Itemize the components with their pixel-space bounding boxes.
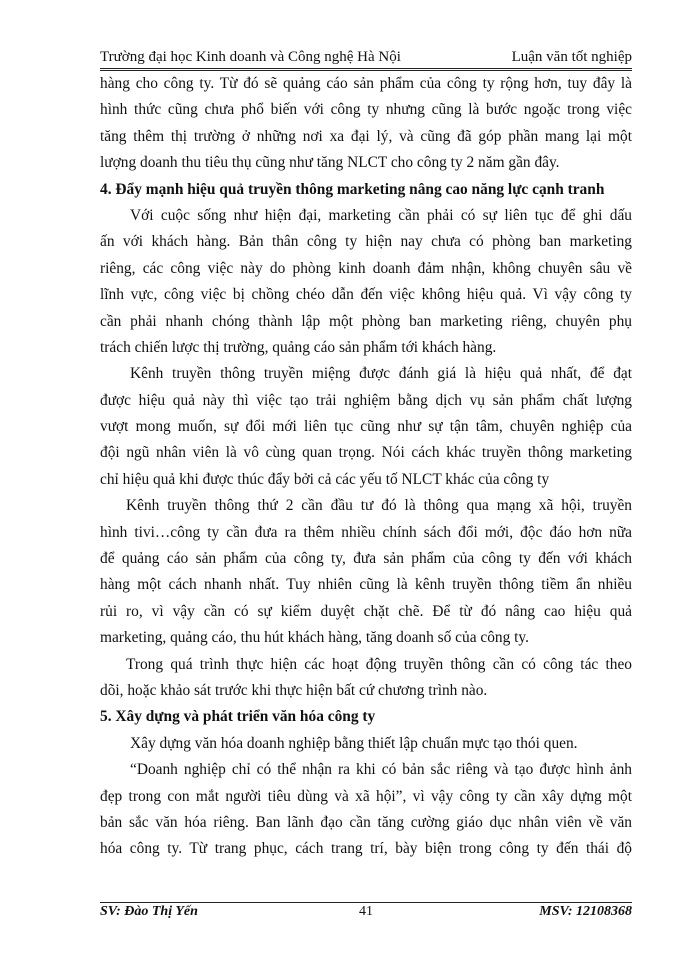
text-line: Xây dựng văn hóa doanh nghiệp bằng thiết lập chuẩn mực tạo thói quen. bbox=[130, 734, 578, 752]
text-line: vượt mong muốn, sự đổi mới liên tục cũng như sự tận tâm, chuyên nghiệp của bbox=[100, 418, 632, 436]
page-body bbox=[100, 71, 632, 863]
text-line: lĩnh vực, công việc bị chồng chéo dẫn đến việc không hiệu quả. Vì vậy công ty bbox=[100, 286, 632, 304]
text-line: marketing, quảng cáo, thu hút khách hàng, tăng doanh số của công ty. bbox=[100, 629, 529, 647]
text-line: ấn với khách hàng. Bản thân công ty hiện nay chưa có phòng ban marketing bbox=[100, 233, 632, 251]
text-line: rủi ro, vì vậy cần có sự kiểm duyệt chặt chẽ. Để từ đó nâng cao hiệu quả bbox=[100, 602, 632, 620]
page-footer bbox=[100, 904, 632, 924]
text-line: “Doanh nghiệp chỉ có thể nhận ra khi có bản sắc riêng và tạo được hình ảnh bbox=[130, 761, 632, 779]
text-line: Kênh truyền thông thứ 2 cần đầu tư đó là thông qua mạng xã hội, truyền bbox=[126, 497, 632, 515]
text-line: hàng một cách nhanh nhất. Tuy nhiên cũng là kênh truyền thông tiềm ẩn nhiều bbox=[100, 576, 632, 594]
text-line: đẹp trong con mắt người tiêu dùng và xã hội”, vì vậy công ty cần xây dựng một bbox=[100, 787, 632, 805]
section-heading-5: 5. Xây dựng và phát triển văn hóa công ty bbox=[100, 708, 376, 726]
text-line: trách chiến lược thị trường, quảng cáo sản phẩm tới khách hàng. bbox=[100, 338, 497, 356]
text-line: hình tivi…công ty cần đưa ra thêm nhiều chính sách đổi mới, độc đáo hơn nữa bbox=[100, 523, 632, 541]
text-line: lượng doanh thu tiêu thụ cũng như tăng NLCT cho công ty 2 năm gần đây. bbox=[100, 154, 560, 172]
text-line: hình thức cũng chưa phổ biến với công ty nhưng cũng là bước ngoặc trong việc bbox=[100, 101, 632, 119]
text-line: bản sắc văn hóa riêng. Ban lãnh đạo cần tăng cường giáo dục nhân viên về văn bbox=[100, 813, 632, 831]
text-line: riêng, các công việc này do phòng kinh doanh đảm nhận, không chuyên sâu về bbox=[100, 259, 632, 277]
text-line: dõi, hoặc khảo sát trước khi thực hiện bất cứ chương trình nào. bbox=[100, 681, 488, 699]
text-line: chỉ hiệu quả khi được thúc đẩy bởi cả các yếu tố NLCT khác của công ty bbox=[100, 470, 550, 488]
section-heading-4: 4. Đẩy mạnh hiệu quả truyền thông marketing nâng cao năng lực cạnh tranh bbox=[100, 180, 605, 198]
text-line: Trong quá trình thực hiện các hoạt động truyền thông cần có công tác theo bbox=[126, 655, 632, 673]
text-line: cần phải nhanh chóng thành lập một phòng ban marketing riêng, chuyên phụ bbox=[100, 312, 632, 330]
text-line: Kênh truyền thông truyền miệng được đánh giá là hiệu quả nhất, để đạt bbox=[130, 365, 632, 383]
text-line: để quảng cáo sản phẩm của công ty, đưa sản phẩm của công ty đến với khách bbox=[100, 550, 632, 568]
footer-divider bbox=[100, 902, 632, 903]
page-header bbox=[100, 44, 632, 66]
text-line: Với cuộc sống như hiện đại, marketing cần phải có sự liên tục để ghi dấu bbox=[130, 206, 632, 224]
footer-student-name: SV: Đào Thị Yến bbox=[100, 904, 198, 919]
footer-page-number: 41 bbox=[359, 904, 373, 919]
text-line: hàng cho công ty. Từ đó sẽ quảng cáo sản phẩm của công ty rộng hơn, tuy đây là bbox=[100, 75, 632, 92]
text-line: đội ngũ nhân viên là vô cùng quan trọng. Nói cách khác truyền thông marketing bbox=[100, 444, 632, 462]
text-line: tăng thêm thị trường ở những nơi xa đại lý, và cũng đã góp phần mang lại một bbox=[100, 127, 632, 145]
text-line: hóa công ty. Từ trang phục, cách trang trí, bày biện trong công ty đến thái độ bbox=[100, 840, 632, 858]
header-document-type: Luận văn tốt nghiệp bbox=[511, 49, 632, 65]
footer-student-id: MSV: 12108368 bbox=[539, 904, 632, 919]
header-school-name: Trường đại học Kinh doanh và Công nghệ Hà Nội bbox=[100, 49, 401, 65]
text-line: được hiệu quả này thì việc tạo trải nghiệm bằng dịch vụ sản phẩm chất lượng bbox=[100, 391, 632, 409]
